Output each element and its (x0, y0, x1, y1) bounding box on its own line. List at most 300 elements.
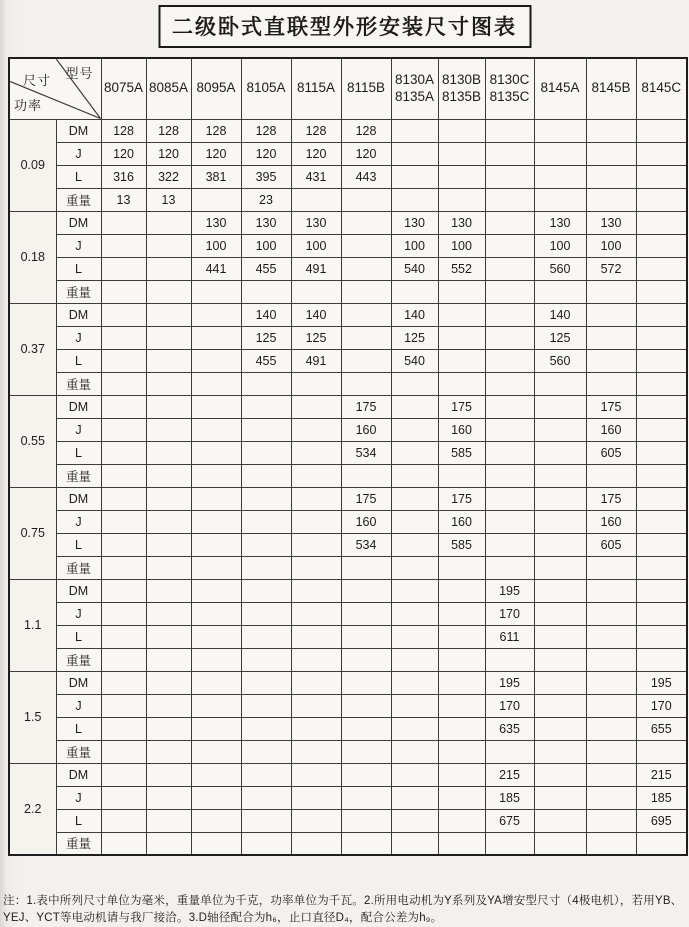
value-cell (341, 602, 391, 625)
value-cell (534, 648, 586, 671)
value-cell (241, 510, 291, 533)
value-cell (636, 418, 687, 441)
row-label: L (56, 349, 101, 372)
value-cell (438, 602, 485, 625)
value-cell (636, 303, 687, 326)
value-cell (534, 671, 586, 694)
value-cell (241, 533, 291, 556)
value-cell (391, 441, 438, 464)
value-cell (636, 602, 687, 625)
value-cell (101, 280, 146, 303)
corner-label-size: 尺寸 (23, 73, 52, 88)
dimension-table (8, 57, 688, 856)
value-cell (586, 832, 636, 855)
value-cell (485, 234, 534, 257)
value-cell (191, 717, 241, 740)
column-header-line: 8130C (489, 71, 530, 87)
value-cell (534, 165, 586, 188)
value-cell: 128 (341, 119, 391, 142)
value-cell (586, 349, 636, 372)
value-cell: 675 (485, 809, 534, 832)
value-cell (101, 648, 146, 671)
value-cell (438, 119, 485, 142)
table-row (9, 809, 687, 832)
value-cell (291, 602, 341, 625)
value-cell (101, 832, 146, 855)
table-row (9, 832, 687, 855)
row-label: L (56, 809, 101, 832)
column-header-line: 8115B (346, 80, 386, 96)
value-cell (241, 832, 291, 855)
value-cell (146, 740, 191, 763)
row-label: 重量 (56, 740, 101, 763)
value-cell (485, 188, 534, 211)
value-cell: 635 (485, 717, 534, 740)
value-cell (146, 441, 191, 464)
value-cell: 316 (101, 165, 146, 188)
value-cell (146, 510, 191, 533)
table-body (9, 119, 687, 855)
value-cell: 100 (191, 234, 241, 257)
value-cell (391, 694, 438, 717)
value-cell (391, 671, 438, 694)
value-cell (146, 579, 191, 602)
value-cell: 585 (438, 441, 485, 464)
value-cell (438, 671, 485, 694)
value-cell (586, 602, 636, 625)
value-cell (191, 510, 241, 533)
value-cell (438, 740, 485, 763)
value-cell (191, 602, 241, 625)
table-row (9, 119, 687, 142)
value-cell (191, 395, 241, 418)
value-cell (191, 349, 241, 372)
value-cell (534, 832, 586, 855)
row-label: L (56, 533, 101, 556)
value-cell (391, 832, 438, 855)
value-cell (586, 740, 636, 763)
value-cell (341, 625, 391, 648)
table-row (9, 188, 687, 211)
value-cell (191, 786, 241, 809)
value-cell (146, 349, 191, 372)
corner-label-model: 型号 (65, 66, 94, 81)
value-cell (191, 441, 241, 464)
column-header-4 (241, 58, 291, 119)
value-cell: 185 (485, 786, 534, 809)
value-cell (438, 694, 485, 717)
value-cell (241, 602, 291, 625)
value-cell (534, 786, 586, 809)
value-cell: 120 (241, 142, 291, 165)
table-row (9, 326, 687, 349)
value-cell (636, 142, 687, 165)
value-cell: 215 (485, 763, 534, 786)
value-cell: 140 (291, 303, 341, 326)
value-cell: 572 (586, 257, 636, 280)
value-cell: 491 (291, 257, 341, 280)
value-cell: 130 (534, 211, 586, 234)
value-cell (485, 533, 534, 556)
row-label: 重量 (56, 648, 101, 671)
value-cell: 140 (391, 303, 438, 326)
column-header-6 (341, 58, 391, 119)
value-cell (391, 763, 438, 786)
value-cell (191, 556, 241, 579)
value-cell (438, 786, 485, 809)
value-cell (485, 464, 534, 487)
table-row (9, 602, 687, 625)
value-cell (485, 165, 534, 188)
value-cell (391, 280, 438, 303)
table-row (9, 648, 687, 671)
value-cell (191, 464, 241, 487)
value-cell (291, 648, 341, 671)
column-header-line: 8135C (489, 88, 530, 104)
value-cell (534, 625, 586, 648)
column-header-12 (636, 58, 687, 119)
power-cell: 0.09 (9, 119, 56, 211)
value-cell (438, 349, 485, 372)
value-cell (391, 418, 438, 441)
value-cell (391, 372, 438, 395)
value-cell (391, 717, 438, 740)
value-cell: 455 (241, 349, 291, 372)
value-cell (636, 556, 687, 579)
value-cell (586, 717, 636, 740)
value-cell (341, 234, 391, 257)
value-cell (241, 280, 291, 303)
value-cell (391, 809, 438, 832)
value-cell: 552 (438, 257, 485, 280)
row-label: DM (56, 395, 101, 418)
value-cell (391, 625, 438, 648)
row-label: 重量 (56, 372, 101, 395)
power-cell: 1.5 (9, 671, 56, 763)
row-label: J (56, 234, 101, 257)
value-cell (438, 717, 485, 740)
value-cell (636, 395, 687, 418)
value-cell (636, 487, 687, 510)
value-cell (241, 648, 291, 671)
value-cell: 160 (586, 510, 636, 533)
value-cell (101, 625, 146, 648)
value-cell: 130 (586, 211, 636, 234)
table-row (9, 740, 687, 763)
value-cell (146, 832, 191, 855)
value-cell: 534 (341, 441, 391, 464)
value-cell (341, 280, 391, 303)
value-cell (191, 648, 241, 671)
value-cell (341, 303, 391, 326)
column-header-line: 8075A (103, 80, 144, 96)
value-cell (146, 556, 191, 579)
value-cell (586, 763, 636, 786)
value-cell (146, 533, 191, 556)
value-cell (291, 579, 341, 602)
value-cell (485, 142, 534, 165)
value-cell (485, 510, 534, 533)
value-cell (291, 786, 341, 809)
value-cell (291, 740, 341, 763)
value-cell: 100 (438, 234, 485, 257)
value-cell (636, 740, 687, 763)
value-cell (291, 694, 341, 717)
value-cell (586, 648, 636, 671)
value-cell (341, 786, 391, 809)
table-row (9, 510, 687, 533)
value-cell: 195 (485, 579, 534, 602)
value-cell (534, 556, 586, 579)
value-cell: 431 (291, 165, 341, 188)
value-cell (146, 464, 191, 487)
table-row (9, 717, 687, 740)
value-cell: 100 (391, 234, 438, 257)
value-cell (146, 418, 191, 441)
value-cell (341, 809, 391, 832)
value-cell (391, 142, 438, 165)
value-cell: 175 (586, 487, 636, 510)
value-cell: 170 (636, 694, 687, 717)
value-cell (191, 280, 241, 303)
power-cell: 0.55 (9, 395, 56, 487)
value-cell (485, 372, 534, 395)
value-cell (391, 579, 438, 602)
value-cell (438, 625, 485, 648)
row-label: 重量 (56, 556, 101, 579)
value-cell: 175 (341, 487, 391, 510)
value-cell (146, 648, 191, 671)
value-cell (586, 786, 636, 809)
value-cell (241, 395, 291, 418)
value-cell (391, 119, 438, 142)
value-cell (636, 280, 687, 303)
value-cell (146, 234, 191, 257)
column-header-3 (191, 58, 241, 119)
value-cell (586, 556, 636, 579)
value-cell (485, 418, 534, 441)
table-row (9, 487, 687, 510)
value-cell (101, 717, 146, 740)
value-cell (636, 349, 687, 372)
value-cell (291, 487, 341, 510)
table-row (9, 395, 687, 418)
value-cell (534, 487, 586, 510)
value-cell: 140 (241, 303, 291, 326)
value-cell (438, 303, 485, 326)
value-cell: 175 (438, 395, 485, 418)
value-cell (391, 487, 438, 510)
value-cell (146, 487, 191, 510)
value-cell: 605 (586, 441, 636, 464)
value-cell (101, 349, 146, 372)
value-cell: 175 (341, 395, 391, 418)
table-row (9, 142, 687, 165)
value-cell: 540 (391, 349, 438, 372)
table-row (9, 211, 687, 234)
value-cell: 534 (341, 533, 391, 556)
row-label: J (56, 694, 101, 717)
column-header-5 (291, 58, 341, 119)
row-label: L (56, 165, 101, 188)
table-row (9, 441, 687, 464)
value-cell (291, 556, 341, 579)
value-cell (241, 441, 291, 464)
value-cell (485, 119, 534, 142)
value-cell (241, 556, 291, 579)
value-cell: 160 (341, 418, 391, 441)
value-cell (438, 648, 485, 671)
value-cell: 215 (636, 763, 687, 786)
value-cell (341, 648, 391, 671)
power-cell: 0.37 (9, 303, 56, 395)
value-cell (191, 188, 241, 211)
value-cell (438, 832, 485, 855)
table-row (9, 464, 687, 487)
value-cell (534, 280, 586, 303)
value-cell (101, 326, 146, 349)
value-cell (191, 809, 241, 832)
row-label: DM (56, 211, 101, 234)
value-cell: 120 (341, 142, 391, 165)
value-cell (636, 832, 687, 855)
value-cell: 195 (636, 671, 687, 694)
value-cell: 160 (438, 510, 485, 533)
value-cell (291, 809, 341, 832)
value-cell (146, 372, 191, 395)
row-label: 重量 (56, 280, 101, 303)
value-cell (101, 556, 146, 579)
row-label: J (56, 326, 101, 349)
value-cell (146, 671, 191, 694)
value-cell: 125 (241, 326, 291, 349)
value-cell (341, 556, 391, 579)
value-cell (341, 740, 391, 763)
value-cell: 195 (485, 671, 534, 694)
value-cell (241, 372, 291, 395)
value-cell (391, 188, 438, 211)
value-cell (291, 832, 341, 855)
value-cell: 120 (191, 142, 241, 165)
value-cell: 441 (191, 257, 241, 280)
value-cell (586, 579, 636, 602)
column-header-line: 8130B (441, 71, 482, 87)
value-cell (534, 717, 586, 740)
value-cell: 611 (485, 625, 534, 648)
value-cell (586, 280, 636, 303)
value-cell (146, 303, 191, 326)
value-cell (534, 510, 586, 533)
value-cell (391, 648, 438, 671)
value-cell (146, 809, 191, 832)
table-row (9, 234, 687, 257)
header-row (9, 58, 687, 119)
value-cell (101, 464, 146, 487)
value-cell (636, 188, 687, 211)
row-label: DM (56, 303, 101, 326)
value-cell (438, 372, 485, 395)
value-cell (586, 188, 636, 211)
value-cell (438, 280, 485, 303)
value-cell: 23 (241, 188, 291, 211)
row-label: J (56, 602, 101, 625)
value-cell (241, 809, 291, 832)
value-cell (636, 510, 687, 533)
value-cell (438, 188, 485, 211)
value-cell (485, 280, 534, 303)
value-cell: 170 (485, 694, 534, 717)
value-cell (191, 533, 241, 556)
value-cell (291, 763, 341, 786)
value-cell (485, 556, 534, 579)
value-cell (101, 418, 146, 441)
value-cell (101, 579, 146, 602)
value-cell (341, 717, 391, 740)
value-cell (146, 280, 191, 303)
value-cell (341, 671, 391, 694)
table-row (9, 671, 687, 694)
value-cell: 175 (438, 487, 485, 510)
table-row (9, 257, 687, 280)
value-cell (101, 786, 146, 809)
value-cell (241, 786, 291, 809)
value-cell (241, 418, 291, 441)
power-cell: 2.2 (9, 763, 56, 855)
value-cell (291, 671, 341, 694)
value-cell (534, 119, 586, 142)
value-cell (636, 625, 687, 648)
value-cell (485, 326, 534, 349)
value-cell: 185 (636, 786, 687, 809)
value-cell: 125 (534, 326, 586, 349)
page-title: 二级卧式直联型外形安装尺寸图表 (158, 5, 531, 48)
value-cell (291, 441, 341, 464)
value-cell (341, 211, 391, 234)
value-cell: 120 (101, 142, 146, 165)
value-cell: 540 (391, 257, 438, 280)
row-label: L (56, 441, 101, 464)
value-cell (341, 372, 391, 395)
value-cell (241, 625, 291, 648)
value-cell (636, 119, 687, 142)
value-cell (146, 763, 191, 786)
column-header-7 (391, 58, 438, 119)
table-row (9, 303, 687, 326)
value-cell: 491 (291, 349, 341, 372)
value-cell: 100 (291, 234, 341, 257)
value-cell (291, 395, 341, 418)
column-header-line: 8145B (591, 80, 631, 96)
column-header-line: 8115A (296, 80, 336, 96)
value-cell (534, 441, 586, 464)
value-cell (636, 372, 687, 395)
value-cell: 695 (636, 809, 687, 832)
row-label: DM (56, 487, 101, 510)
value-cell (101, 211, 146, 234)
row-label: L (56, 717, 101, 740)
value-cell (636, 326, 687, 349)
power-cell: 1.1 (9, 579, 56, 671)
value-cell (636, 234, 687, 257)
value-cell: 130 (391, 211, 438, 234)
value-cell (241, 487, 291, 510)
column-header-9 (485, 58, 534, 119)
value-cell (341, 326, 391, 349)
footnotes: 注：1.表中所列尺寸单位为毫米，重量单位为千克，功率单位为千瓦。2.所用电动机为Y系列及YA增安型尺寸（4极电机），若用YB、YEJ、YCT等电动机请与我厂接洽。3.D轴径配合为h₆，止口直径D₄，配合公差为h₉。 (3, 895, 683, 924)
value-cell: 100 (586, 234, 636, 257)
value-cell (191, 418, 241, 441)
value-cell (291, 188, 341, 211)
